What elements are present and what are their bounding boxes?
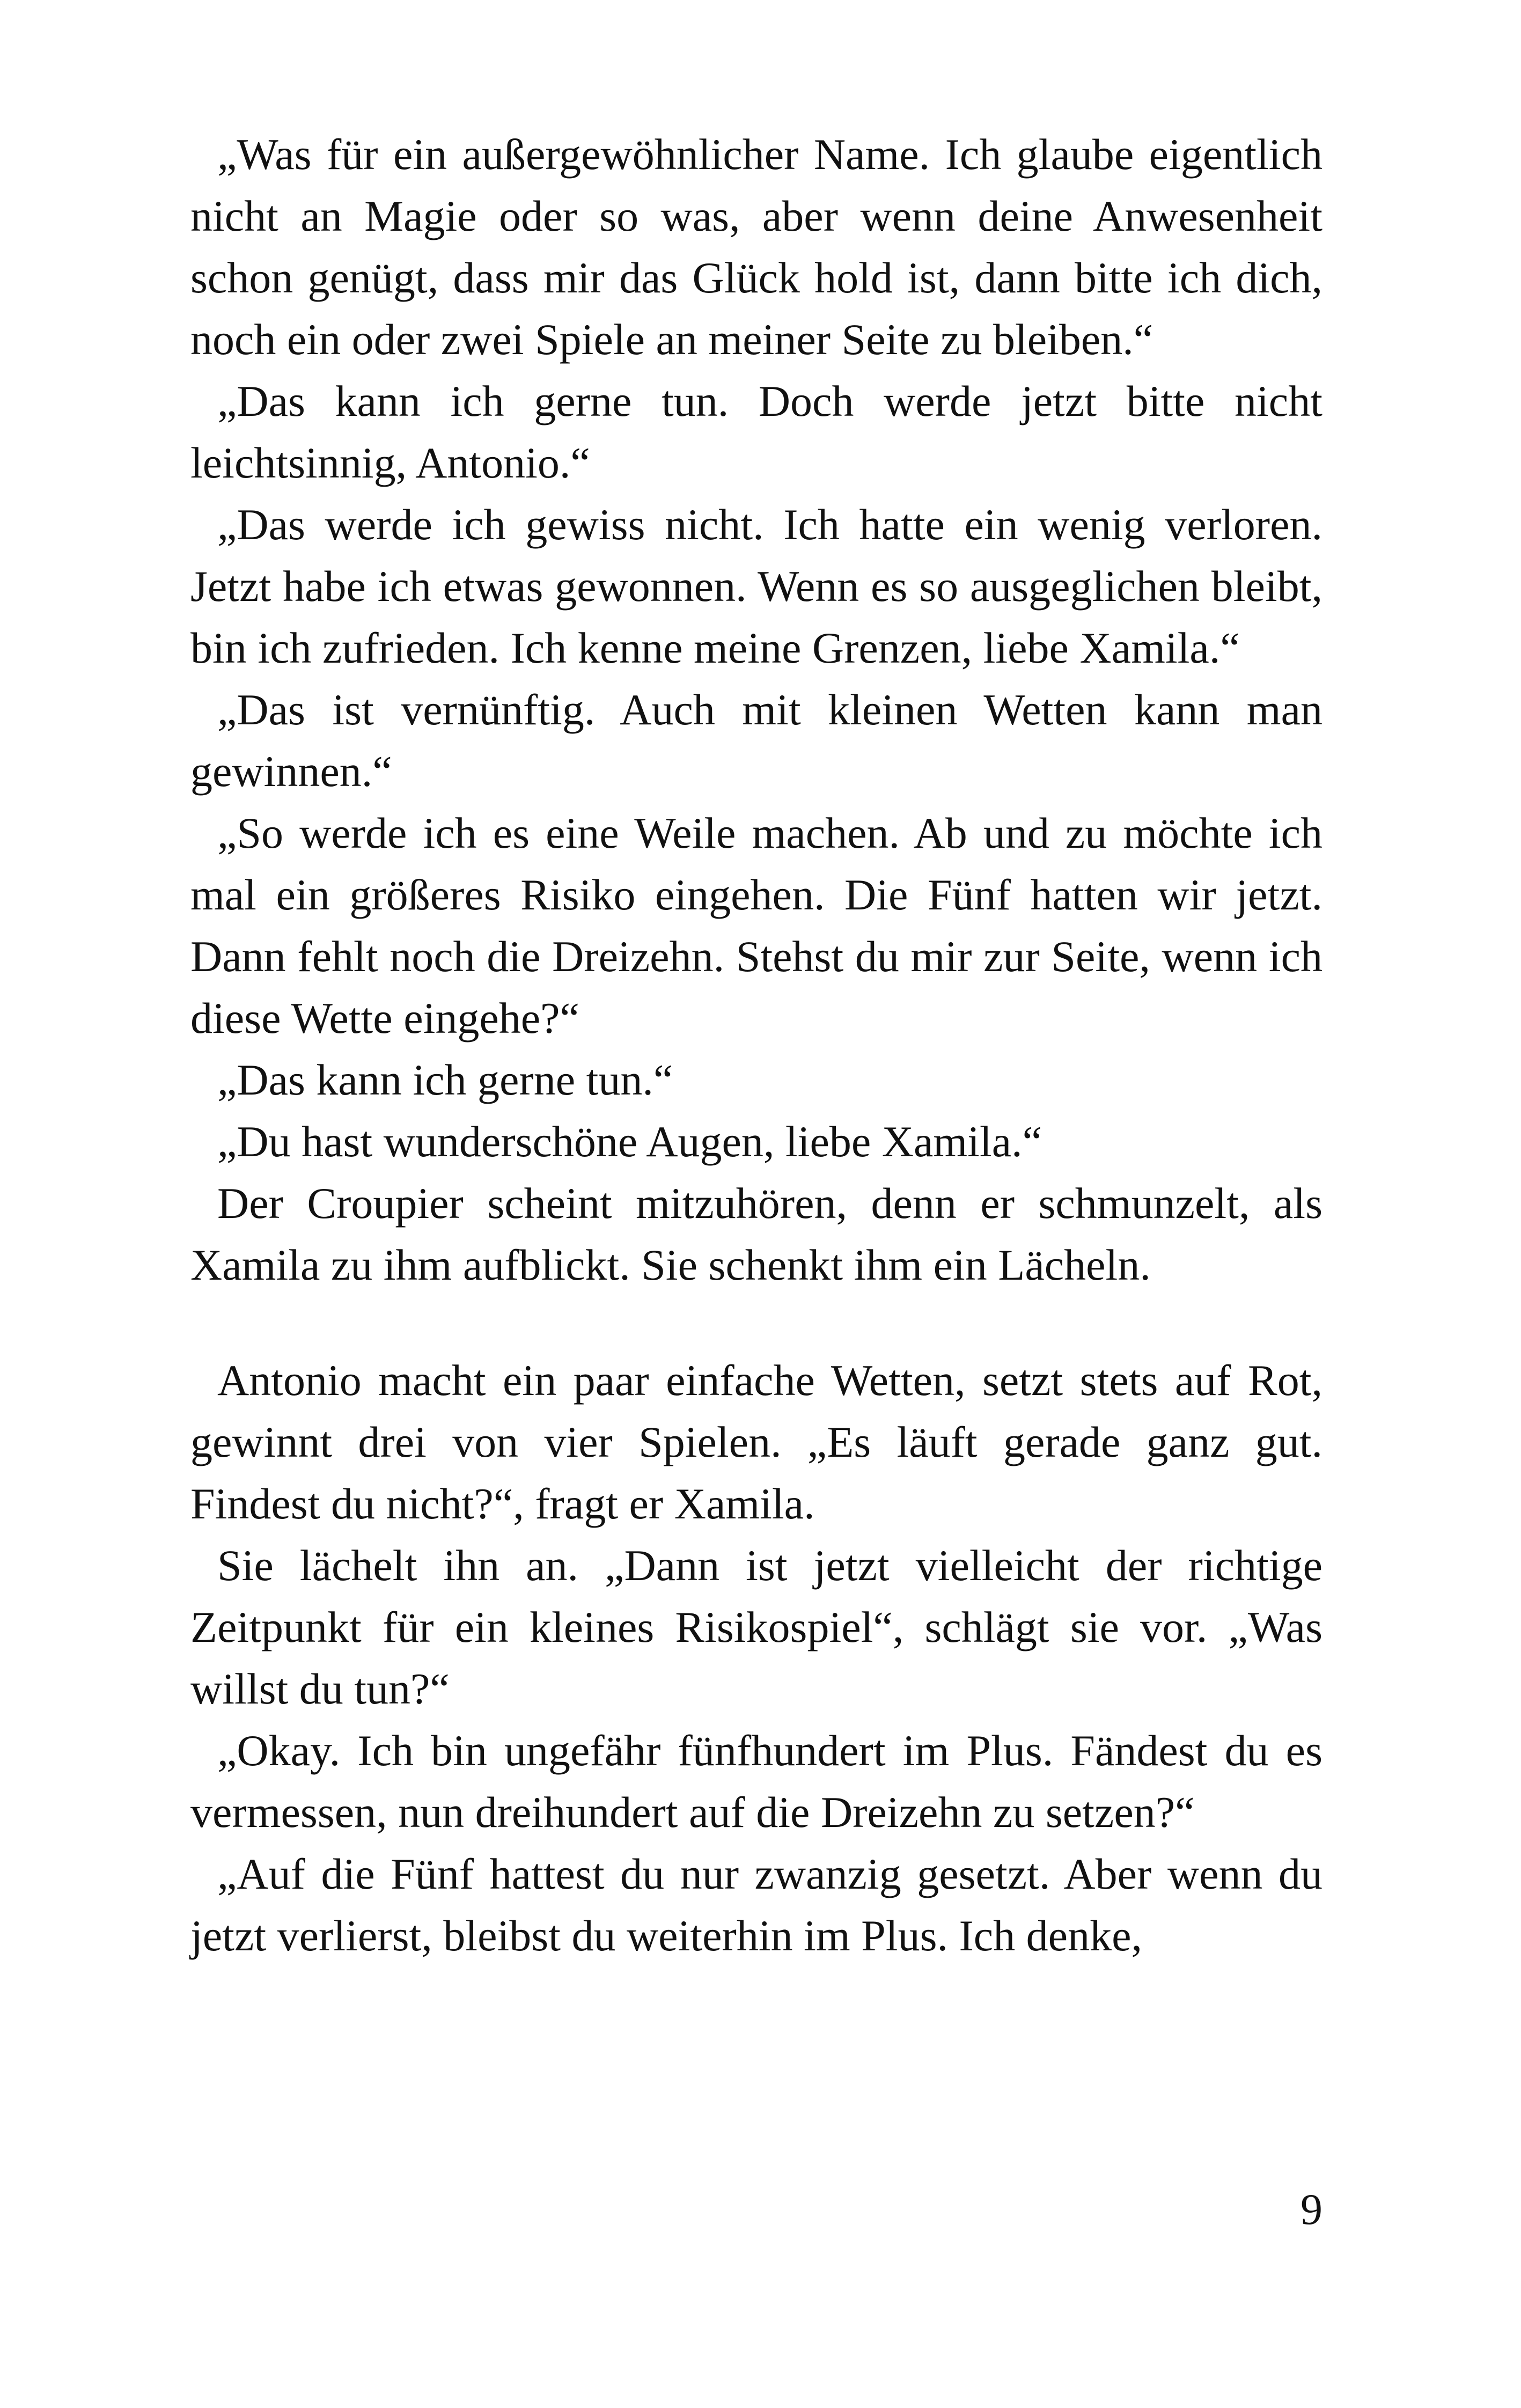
section-break [190,1296,1322,1349]
paragraph: „Auf die Fünf hattest du nur zwanzig gesetzt. Aber wenn du jetzt verlierst, bleibst du weiterhin im Plus. Ich denke, [190,1849,1322,1960]
page-number: 9 [1300,2185,1322,2234]
paragraph: „Das kann ich gerne tun. Doch werde jetzt bitte nicht leichtsinnig, Antonio.“ [190,377,1322,487]
paragraph: Sie lächelt ihn an. „Dann ist jetzt vielleicht der richtige Zeitpunkt für ein kleines Risikospiel“, schlägt sie vor. „Was willst du tun?“ [190,1541,1322,1713]
paragraph: „So werde ich es eine Weile machen. Ab und zu möchte ich mal ein größeres Risiko eingehen. Die Fünf hatten wir jetzt. Dann fehlt noch die Dreizehn. Stehst du mir zur Seite, wenn ich diese Wette eingehe?“ [190,809,1322,1043]
paragraph: „Das kann ich gerne tun.“ [217,1055,673,1104]
body-text [190,123,1322,1966]
paragraph: „Okay. Ich bin ungefähr fünfhundert im Plus. Fändest du es vermessen, nun dreihundert auf die Dreizehn zu setzen?“ [190,1726,1322,1837]
paragraph: „Du hast wunderschöne Augen, liebe Xamila.“ [217,1117,1042,1166]
paragraph: „Was für ein außergewöhnlicher Name. Ich glaube eigentlich nicht an Magie oder so was, aber wenn deine Anwesenheit schon genügt, dass mir das Glück hold ist, dann bitte ich dich, noch ein oder zwei Spiele an meiner Seite zu bleiben.“ [190,130,1322,364]
paragraph: Antonio macht ein paar einfache Wetten, setzt stets auf Rot, gewinnt drei von vier Spielen. „Es läuft gerade ganz gut. Findest du nicht?“, fragt er Xamila. [190,1356,1322,1528]
paragraph: „Das ist vernünftig. Auch mit kleinen Wetten kann man gewinnen.“ [190,685,1322,796]
paragraph: Der Croupier scheint mitzuhören, denn er schmunzelt, als Xamila zu ihm aufblickt. Sie schenkt ihm ein Lächeln. [190,1179,1322,1289]
paragraph: „Das werde ich gewiss nicht. Ich hatte ein wenig verloren. Jetzt habe ich etwas gewonnen. Wenn es so ausgeglichen bleibt, bin ich zufrieden. Ich kenne meine Grenzen, liebe Xamila.“ [190,500,1322,672]
